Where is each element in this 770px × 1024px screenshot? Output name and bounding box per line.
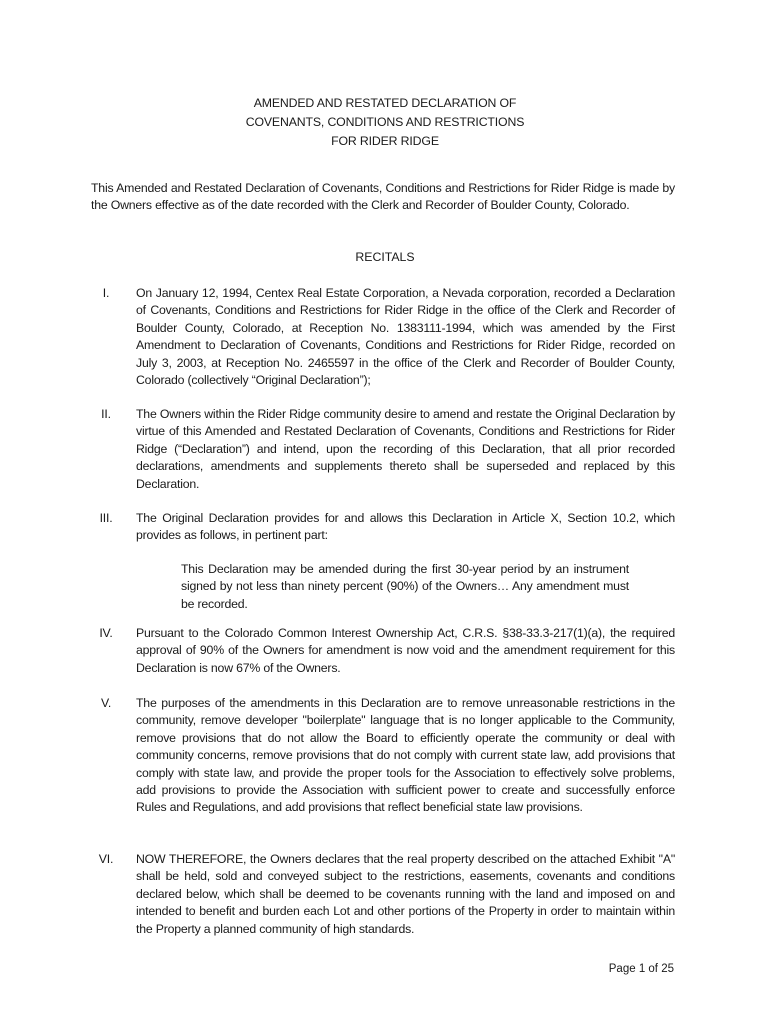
block-quote: This Declaration may be amended during the first 30-year period by an instrument signed by not less than ninety percent (90%) of the Owners… Any amendment must be recorded.	[181, 562, 629, 611]
recital-number: I.	[102, 286, 110, 300]
recital-number: III.	[99, 511, 113, 525]
recital-text: NOW THEREFORE, the Owners declares that the real property described on the attached Exhibit "A" shall be held, sold and conveyed subject to the restrictions, easements, covenants and conditions declared below, which shall be deemed to be covenants running with the land and imposed on and intended to benefit and burden each Lot and other portions of the Property in order to maintain within the Property a planned community of high standards.	[136, 852, 675, 936]
recital-text: Pursuant to the Colorado Common Interest Ownership Act, C.R.S. §38-33.3-217(1)(a), the required approval of 90% of the Owners for amendment is now void and the amendment requirement for this Declaration is now 67% of the Owners.	[136, 626, 675, 675]
recital-text: The purposes of the amendments in this Declaration are to remove unreasonable restrictions in the community, remove developer "boilerplate" language that is no longer applicable to the Community, remove provisions that do not allow the Board to efficiently operate the community or deal with community concerns, remove provisions that do not comply with current state law, add provisions that comply with state law, and provide the proper tools for the Association to effectively solve problems, add provisions to provide the Association with sufficient power to create and successfully enforce Rules and Regulations, and add provisions that reflect beneficial state law provisions.	[136, 696, 675, 815]
recital-text: The Original Declaration provides for and allows this Declaration in Article X, Section 10.2, which provides as follows, in pertinent part:	[136, 511, 675, 543]
recital-text: The Owners within the Rider Ridge community desire to amend and restate the Original Declaration by virtue of this Amended and Restated Declaration of Covenants, Conditions and Restrictions for Rider Ridge (“Declaration”) and intend, upon the recording of this Declaration, that all prior recorded declarations, amendments and supplements thereto shall be superseded and replaced by this Declaration.	[136, 407, 675, 491]
page-number: Page 1 of 25	[608, 963, 674, 975]
intro-paragraph: This Amended and Restated Declaration of Covenants, Conditions and Restrictions for Rider Ridge is made by the Owners effective as of the date recorded with the Clerk and Recorder of Boulder County, Colorado.	[91, 181, 675, 213]
document-title	[0, 94, 770, 151]
recital-number: VI.	[98, 852, 114, 866]
recital-text: On January 12, 1994, Centex Real Estate Corporation, a Nevada corporation, recorded a Declaration of Covenants, Conditions and Restrictions for Rider Ridge in the office of the Clerk and Recorder of Boulder County, Colorado, at Reception No. 1383111-1994, which was amended by the First Amendment to Declaration of Covenants, Conditions and Restrictions for Rider Ridge, recorded on July 3, 2003, at Reception No. 2465597 in the office of the Clerk and Recorder of Boulder County, Colorado (collectively “Original Declaration”);	[136, 286, 675, 388]
recital-number: V.	[100, 696, 112, 710]
recital-number: IV.	[99, 626, 113, 640]
title-line-1: AMENDED AND RESTATED DECLARATION OF	[253, 96, 517, 110]
recital-number: II.	[101, 407, 111, 421]
title-line-2: COVENANTS, CONDITIONS AND RESTRICTIONS	[245, 115, 525, 129]
recitals-heading: RECITALS	[355, 250, 415, 264]
title-line-3: FOR RIDER RIDGE	[331, 134, 439, 148]
